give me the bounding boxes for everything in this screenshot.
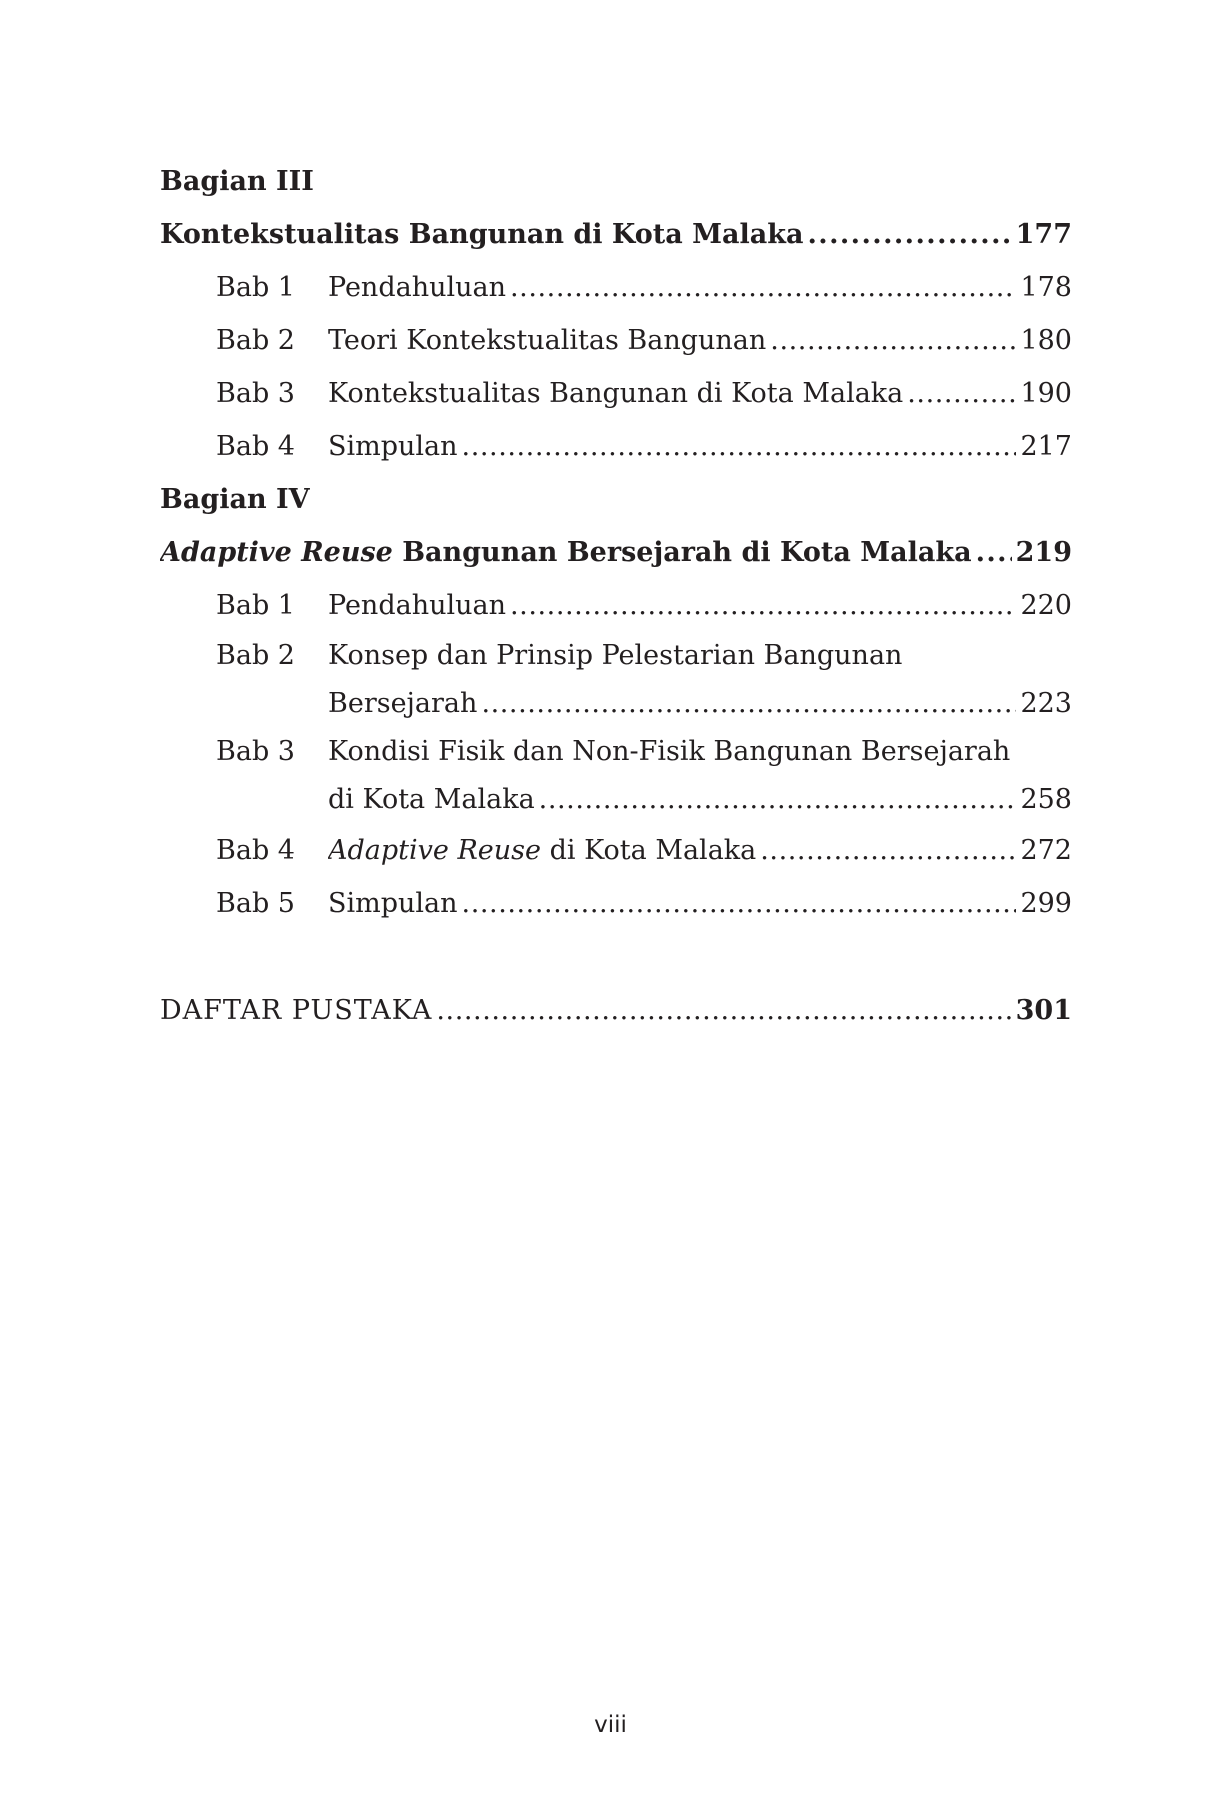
toc-entry-chapter[interactable] xyxy=(160,420,1072,473)
part-label: Bagian III xyxy=(160,166,314,197)
toc-entry-chapter[interactable] xyxy=(160,367,1072,420)
entry-page: 299 xyxy=(1020,888,1072,919)
toc-entry-chapter[interactable] xyxy=(160,877,1072,930)
toc-entry-chapter[interactable] xyxy=(160,314,1072,367)
entry-title: Adaptive Reuse di Kota Malaka xyxy=(328,835,757,866)
entry-title: Adaptive Reuse Bangunan Bersejarah di Kota Malaka xyxy=(160,537,972,568)
dot-leader xyxy=(462,420,1017,473)
chapter-number: Bab 3 xyxy=(216,378,295,409)
dot-leader xyxy=(976,526,1012,579)
toc-entry-chapter[interactable] xyxy=(160,728,1072,824)
entry-page: 220 xyxy=(1020,590,1072,621)
entry-title: Simpulan xyxy=(328,888,458,919)
entry-title: Konsep dan Prinsip Pelestarian Bangunan xyxy=(328,640,903,671)
entry-title-continued: Bersejarah xyxy=(328,688,478,719)
toc-entry-chapter[interactable] xyxy=(160,824,1072,877)
entry-page: 258 xyxy=(1020,784,1072,815)
entry-page: 180 xyxy=(1020,325,1072,356)
dot-leader xyxy=(436,984,1011,1037)
entry-title: Teori Kontekstualitas Bangunan xyxy=(328,325,767,356)
entry-title: Pendahuluan xyxy=(328,272,506,303)
dot-leader xyxy=(462,877,1017,930)
chapter-number: Bab 1 xyxy=(216,590,295,621)
entry-title: Kontekstualitas Bangunan di Kota Malaka xyxy=(160,219,804,250)
chapter-number: Bab 2 xyxy=(216,640,295,671)
entry-page: 178 xyxy=(1020,272,1072,303)
table-of-contents xyxy=(160,155,1072,1037)
toc-entry-chapter[interactable] xyxy=(160,261,1072,314)
dot-leader xyxy=(807,208,1011,261)
dot-leader xyxy=(760,824,1016,877)
chapter-number: Bab 3 xyxy=(216,736,295,767)
entry-page: 223 xyxy=(1020,688,1072,719)
entry-title: DAFTAR PUSTAKA xyxy=(160,995,433,1026)
toc-entry-bibliography[interactable] xyxy=(160,984,1072,1037)
entry-title: Kondisi Fisik dan Non-Fisik Bangunan Bersejarah xyxy=(328,736,1011,767)
page-number: viii xyxy=(594,1712,627,1738)
entry-page: 177 xyxy=(1015,219,1072,250)
toc-entry-chapter[interactable] xyxy=(160,579,1072,632)
entry-title: Simpulan xyxy=(328,431,458,462)
toc-entry-chapter[interactable] xyxy=(160,632,1072,728)
entry-page: 190 xyxy=(1020,378,1072,409)
dot-leader xyxy=(539,776,1017,824)
dot-leader xyxy=(481,680,1016,728)
chapter-number: Bab 4 xyxy=(216,835,295,866)
dot-leader xyxy=(510,261,1016,314)
dot-leader xyxy=(510,579,1016,632)
chapter-number: Bab 1 xyxy=(216,272,295,303)
chapter-number: Bab 5 xyxy=(216,888,295,919)
spacer xyxy=(160,930,1072,984)
entry-title-continued: di Kota Malaka xyxy=(328,784,535,815)
chapter-number: Bab 4 xyxy=(216,431,295,462)
toc-entry-part[interactable] xyxy=(160,526,1072,579)
entry-page: 219 xyxy=(1015,537,1072,568)
chapter-number: Bab 2 xyxy=(216,325,295,356)
entry-title: Kontekstualitas Bangunan di Kota Malaka xyxy=(328,378,904,409)
part-label: Bagian IV xyxy=(160,484,310,515)
entry-page: 301 xyxy=(1015,995,1072,1026)
entry-title: Pendahuluan xyxy=(328,590,506,621)
dot-leader xyxy=(770,314,1016,367)
toc-entry-part[interactable] xyxy=(160,208,1072,261)
entry-page: 217 xyxy=(1020,431,1072,462)
entry-page: 272 xyxy=(1020,835,1072,866)
dot-leader xyxy=(907,367,1016,420)
